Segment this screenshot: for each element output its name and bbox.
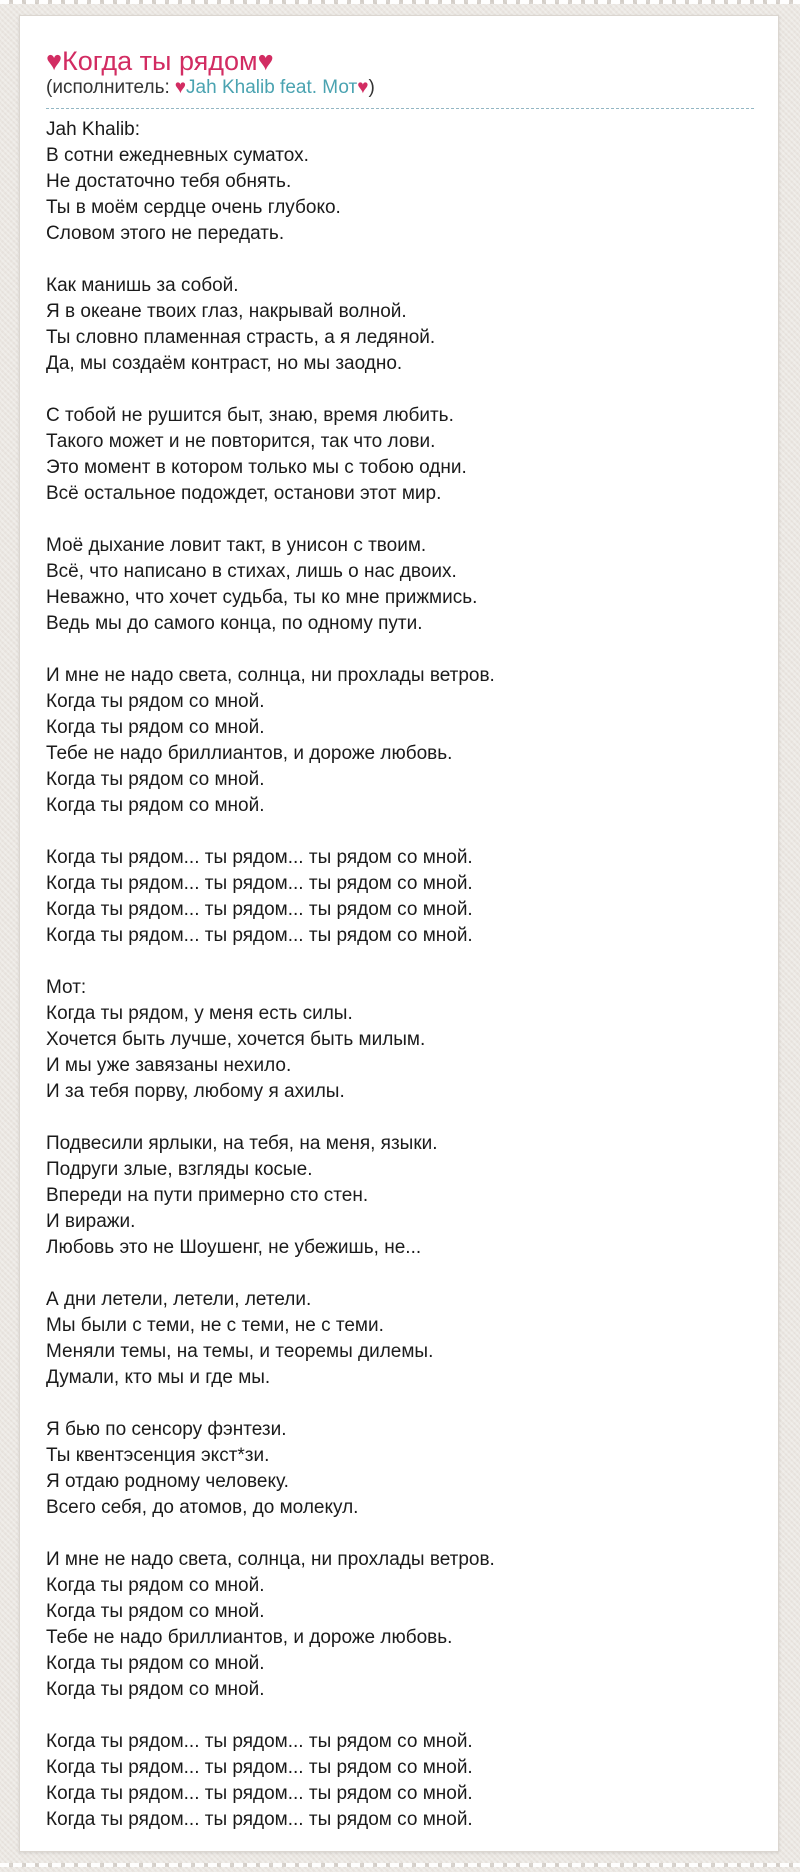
lyrics-text xyxy=(46,117,754,1833)
lyrics-line: Неважно, что хочет судьба, ты ко мне прижмись. xyxy=(46,587,478,608)
lyrics-line: Хочется быть лучше, хочется быть милым. xyxy=(46,1029,426,1050)
top-edge-dashes xyxy=(0,0,800,4)
lyrics-stanza xyxy=(46,273,754,377)
lyrics-line: В сотни ежедневных суматох. xyxy=(46,145,309,166)
lyrics-line: Как манишь за собой. xyxy=(46,275,239,296)
lyrics-stanza xyxy=(46,1547,754,1703)
lyrics-stanza xyxy=(46,1417,754,1521)
lyrics-stanza xyxy=(46,403,754,507)
heart-icon-right: ♥ xyxy=(357,77,369,98)
lyrics-stanza xyxy=(46,845,754,949)
lyrics-line: Ты словно пламенная страсть, а я ледяной. xyxy=(46,327,436,348)
lyrics-line: Это момент в котором только мы с тобою одни. xyxy=(46,457,467,478)
lyrics-line: Мот: xyxy=(46,977,87,998)
lyrics-line: Словом этого не передать. xyxy=(46,223,285,244)
lyrics-line: Ты квентэсенция экст*зи. xyxy=(46,1445,270,1466)
lyrics-line: Ты в моём сердце очень глубоко. xyxy=(46,197,341,218)
lyrics-stanza xyxy=(46,663,754,819)
lyrics-line: Да, мы создаём контраст, но мы заодно. xyxy=(46,353,403,374)
lyrics-line: Мы были с теми, не с теми, не с теми. xyxy=(46,1315,384,1336)
artist-link[interactable] xyxy=(175,77,369,98)
lyrics-line: Всё, что написано в стихах, лишь о нас двоих. xyxy=(46,561,457,582)
lyrics-line: Когда ты рядом... ты рядом... ты рядом со мной. xyxy=(46,1783,473,1804)
lyrics-stanza xyxy=(46,1729,754,1833)
lyrics-line: Тебе не надо бриллиантов, и дороже любовь. xyxy=(46,1627,453,1648)
bottom-edge-dashes xyxy=(0,1863,800,1867)
lyrics-line: Я отдаю родному человеку. xyxy=(46,1471,289,1492)
lyrics-line: Впереди на пути примерно сто стен. xyxy=(46,1185,369,1206)
lyrics-line: С тобой не рушится быт, знаю, время любить. xyxy=(46,405,454,426)
lyrics-line: Когда ты рядом со мной. xyxy=(46,1653,265,1674)
lyrics-line: Когда ты рядом со мной. xyxy=(46,795,265,816)
lyrics-line: Когда ты рядом... ты рядом... ты рядом со мной. xyxy=(46,1731,473,1752)
lyrics-line: Такого может и не повторится, так что лови. xyxy=(46,431,436,452)
lyrics-stanza xyxy=(46,117,754,247)
lyrics-line: Когда ты рядом... ты рядом... ты рядом со мной. xyxy=(46,847,473,868)
lyrics-line: И виражи. xyxy=(46,1211,136,1232)
lyrics-line: Когда ты рядом со мной. xyxy=(46,1679,265,1700)
song-title: ♥Когда ты рядом♥ xyxy=(46,46,274,76)
lyrics-line: Меняли темы, на темы, и теоремы дилемы. xyxy=(46,1341,434,1362)
lyrics-stanza xyxy=(46,533,754,637)
lyrics-line: Когда ты рядом со мной. xyxy=(46,1601,265,1622)
lyrics-line: А дни летели, летели, летели. xyxy=(46,1289,312,1310)
lyrics-line: Jah Khalib: xyxy=(46,119,141,140)
lyrics-line: Думали, кто мы и где мы. xyxy=(46,1367,271,1388)
lyrics-stanza xyxy=(46,1131,754,1261)
lyrics-line: И за тебя порву, любому я ахилы. xyxy=(46,1081,345,1102)
lyrics-line: Не достаточно тебя обнять. xyxy=(46,171,292,192)
lyrics-line: Когда ты рядом, у меня есть силы. xyxy=(46,1003,353,1024)
lyrics-line: Когда ты рядом со мной. xyxy=(46,691,265,712)
lyrics-line: Подвесили ярлыки, на тебя, на меня, языки. xyxy=(46,1133,438,1154)
artist-label: (исполнитель: xyxy=(46,77,170,98)
artist-name: Jah Khalib feat. Мот xyxy=(186,77,358,98)
lyrics-line: И мне не надо света, солнца, ни прохлады ветров. xyxy=(46,1549,495,1570)
lyrics-line: И мы уже завязаны нехило. xyxy=(46,1055,292,1076)
lyrics-card xyxy=(19,15,779,1852)
lyrics-line: Моё дыхание ловит такт, в унисон с твоим. xyxy=(46,535,427,556)
artist-line xyxy=(46,76,754,109)
lyrics-line: Тебе не надо бриллиантов, и дороже любовь. xyxy=(46,743,453,764)
lyrics-line: Когда ты рядом... ты рядом... ты рядом со мной. xyxy=(46,1757,473,1778)
lyrics-line: Ведь мы до самого конца, по одному пути. xyxy=(46,613,423,634)
lyrics-line: Я бью по сенсору фэнтези. xyxy=(46,1419,287,1440)
lyrics-stanza xyxy=(46,975,754,1105)
artist-close-paren: ) xyxy=(368,77,375,98)
lyrics-line: Подруги злые, взгляды косые. xyxy=(46,1159,313,1180)
lyrics-line: Всё остальное подождет, останови этот мир. xyxy=(46,483,442,504)
lyrics-line: Всего себя, до атомов, до молекул. xyxy=(46,1497,359,1518)
lyrics-line: Когда ты рядом... ты рядом... ты рядом со мной. xyxy=(46,925,473,946)
heart-icon-left: ♥ xyxy=(174,77,187,98)
lyrics-line: Когда ты рядом... ты рядом... ты рядом со мной. xyxy=(46,1809,473,1830)
lyrics-line: Когда ты рядом со мной. xyxy=(46,1575,265,1596)
lyrics-line: Когда ты рядом со мной. xyxy=(46,769,265,790)
lyrics-line: И мне не надо света, солнца, ни прохлады ветров. xyxy=(46,665,495,686)
lyrics-line: Когда ты рядом со мной. xyxy=(46,717,265,738)
lyrics-stanza xyxy=(46,1287,754,1391)
lyrics-line: Я в океане твоих глаз, накрывай волной. xyxy=(46,301,407,322)
lyrics-line: Любовь это не Шоушенг, не убежишь, не... xyxy=(46,1237,422,1258)
lyrics-line: Когда ты рядом... ты рядом... ты рядом со мной. xyxy=(46,873,473,894)
lyrics-line: Когда ты рядом... ты рядом... ты рядом со мной. xyxy=(46,899,473,920)
